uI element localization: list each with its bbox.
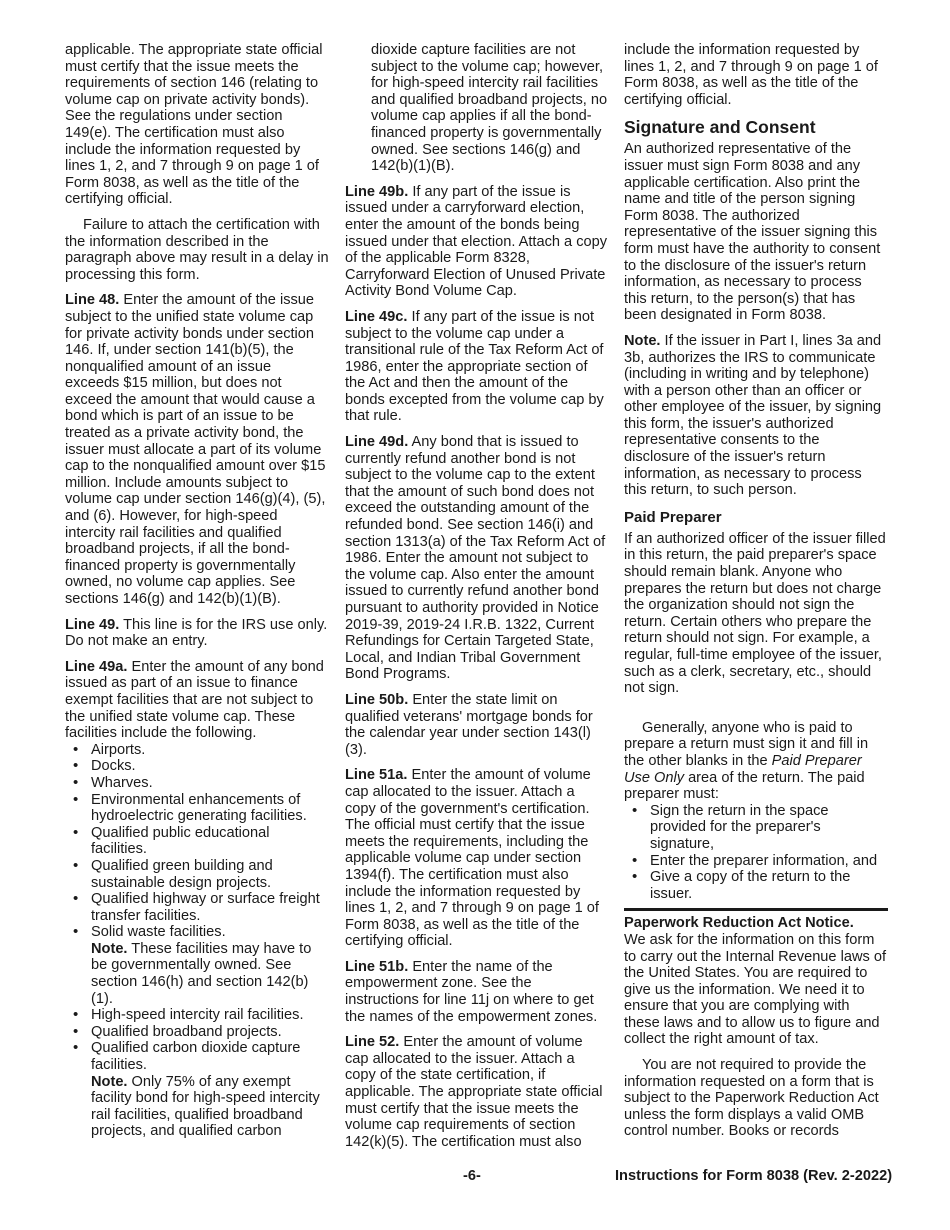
- line-52-label: Line 52.: [345, 1034, 400, 1051]
- line-51a-instruction: [345, 767, 608, 950]
- exempt-facilities-list: [65, 742, 329, 1140]
- note-label: Note.: [91, 1073, 128, 1090]
- generally-text-a: Generally, anyone who is paid to prepare a return must sign it and fill in the other blanks in the: [624, 719, 869, 769]
- spacer: [624, 706, 888, 720]
- line-49d-instruction: [345, 434, 608, 683]
- line-51a-label: Line 51a.: [345, 767, 408, 784]
- note-75-percent: [91, 1074, 329, 1140]
- line-48-label: Line 48.: [65, 292, 120, 309]
- line-51b-label: Line 51b.: [345, 958, 409, 975]
- pra-heading: [624, 915, 888, 932]
- line-50b-text: Enter the state limit on qualified veterans' mortgage bonds for the calendar year under section 143(l)(3).: [345, 691, 593, 758]
- signature-heading: Signature and Consent: [624, 117, 816, 138]
- line-52-text: Enter the amount of volume cap allocated to the issuer. Attach a copy of the state certification, if applicable. The appropriate state official must certify that the issue meets the volume cap requirements of section 142(k)(5). The certification must also: [345, 1034, 603, 1150]
- signature-note: [624, 333, 888, 499]
- list-item: • Qualified public educational facilities.: [65, 825, 329, 858]
- generally-text-b: area of the return. The paid preparer must:: [624, 769, 865, 803]
- line-48-text: Enter the amount of the issue subject to the unified state volume cap for private activity bonds under section 146. If, under section 141(b)(5), the nonqualified amount of an issue exceeds $15 million, but does not exceed the amount that would cause a bond which is part of an issue to be treated as a private activity bond, the issuer must allocate a part of its volume cap to the nonqualified amount over $15 million. Include amounts subject to volume cap under section 146(g)(4), (5), and (6). However, for high-speed intercity rail facilities and qualified broadband projects, if all the bond-financed property is governmentally owned, no volume cap applies. See sections 146(g) and 142(b)(1)(B).: [65, 292, 326, 607]
- line-49-instruction: [65, 617, 329, 650]
- preparer-duties-list: [624, 803, 888, 903]
- list-item-carbon-capture: [65, 1040, 329, 1140]
- line-50b-label: Line 50b.: [345, 691, 409, 708]
- paragraph-failure: Failure to attach the certification with the information described in the paragraph above may result in a delay in processing this form.: [65, 216, 329, 283]
- list-item-text: Qualified carbon dioxide capture facilities.: [91, 1040, 301, 1074]
- line-49-text: This line is for the IRS use only. Do not make an entry.: [65, 616, 328, 650]
- paid-preparer-paragraph: If an authorized officer of the issuer filled in this return, the paid preparer's space should remain blank. Anyone who prepares the return but does not charge the organization should not sign the return. Certain others who prepare the return should not sign. For example, a regular, full-time employee of the issuer, such as a clerk, secretary, etc., should not sign.: [624, 530, 886, 697]
- line-49a-instruction: [65, 659, 329, 742]
- pra-paragraph: We ask for the information on this form to carry out the Internal Revenue laws of the United States. You are required to give us the information. We need it to ensure that you are complying with these laws and to allow us to figure and collect the right amount of tax.: [624, 931, 887, 1048]
- pra-label: Paperwork Reduction Act Notice.: [624, 915, 854, 932]
- line-49d-label: Line 49d.: [345, 434, 409, 451]
- line-48-instruction: [65, 292, 329, 607]
- section-divider: [624, 908, 888, 911]
- list-item: • Wharves.: [65, 775, 329, 792]
- form-reference: Instructions for Form 8038 (Rev. 2-2022): [615, 1168, 893, 1184]
- list-item: • Qualified broadband projects.: [65, 1024, 329, 1041]
- pra-paragraph-2: You are not required to provide the information requested on a form that is subject to the Paperwork Reduction Act unless the form displays a valid OMB control number. Books or records: [624, 1057, 879, 1140]
- list-item: • Docks.: [65, 758, 329, 775]
- line-50b-instruction: [345, 692, 608, 758]
- paragraph-continued: include the information requested by lines 1, 2, and 7 through 9 on page 1 of Form 8038, as well as the title of the certifying official.: [624, 42, 878, 108]
- note-text: These facilities may have to be governmentally owned. See section 146(h) and section 142(b)(1).: [91, 940, 312, 1007]
- note-text: Only 75% of any exempt facility bond for high-speed intercity rail facilities, qualified broadband projects, and qualified carbon: [91, 1073, 320, 1140]
- line-49b-label: Line 49b.: [345, 183, 409, 200]
- line-49c-label: Line 49c.: [345, 308, 408, 325]
- line-49a-label: Line 49a.: [65, 658, 128, 675]
- page-number: -6-: [463, 1168, 481, 1184]
- line-49-label: Line 49.: [65, 616, 120, 633]
- list-item: • Qualified highway or surface freight transfer facilities.: [65, 891, 329, 924]
- signature-paragraph: An authorized representative of the issuer must sign Form 8038 and any applicable certification. Also print the name and title of the person signing Form 8038. The authorized representative of the issuer signing this form must have the authority to consent to the disclosure of the issuer's return information, as necessary to process this return, to the person(s) that has been designated in Form 8038.: [624, 141, 881, 324]
- note-governmentally-owned: [91, 941, 329, 1007]
- list-item: • Airports.: [65, 742, 329, 759]
- paragraph-certification: applicable. The appropriate state official must certify that the issue meets the requirements of section 146 (relating to volume cap on private activity bonds). See the regulations under section 149(e). The certification must also include the information requested by lines 1, 2, and 7 through 9 on page 1 of Form 8038, as well as the title of the certifying official.: [65, 42, 323, 208]
- note-text: If the issuer in Part I, lines 3a and 3b, authorizes the IRS to communicate (including in writing and by telephone) with a person other than an officer or other employee of the issuer, by signing this form, the issuer's authorized representative consents to the disclosure of the issuer's return information, as necessary to process this return, to such person.: [624, 332, 882, 499]
- paid-preparer-use-only: Paid Preparer Use Only: [624, 752, 862, 786]
- paid-preparer-heading: Paid Preparer: [624, 508, 722, 526]
- list-item: • Environmental enhancements of hydroelectric generating facilities.: [65, 792, 329, 825]
- line-49b-instruction: [345, 184, 608, 300]
- line-51a-text: Enter the amount of volume cap allocated to the issuer. Attach a copy of the government's certification. The official must certify that the issue meets the requirements, including the applicable volume cap under section 1394(f). The certification must also include the information requested by lines 1, 2, and 7 through 9 on page 1 of Form 8038, as well as the title of the certifying official.: [345, 767, 599, 950]
- list-item: • Give a copy of the return to the issuer.: [624, 869, 888, 902]
- line-52-instruction: [345, 1034, 608, 1150]
- list-item: • Enter the preparer information, and: [624, 853, 888, 870]
- line-49b-text: If any part of the issue is issued under a carryforward election, enter the amount of the bonds being issued under that election. Attach a copy of the applicable Form 8328, Carryforward Election of Unused Private Activity Bond Volume Cap.: [345, 183, 608, 300]
- list-item: • Qualified green building and sustainable design projects.: [65, 858, 329, 891]
- line-51b-text: Enter the name of the empowerment zone. See the instructions for line 11j on where to get the names of the empowerment zones.: [345, 958, 598, 1025]
- column-3: [624, 42, 888, 1140]
- line-49c-text: If any part of the issue is not subject to the volume cap under a transitional rule of the Tax Reform Act of 1986, enter the appropriate section of the Act and then the amount of the bonds excepted from the volume cap by that rule.: [345, 308, 604, 425]
- list-item: • Sign the return in the space provided for the preparer's signature,: [624, 803, 888, 853]
- generally-paragraph: [624, 720, 888, 803]
- column-2: [345, 42, 608, 1159]
- list-item-solid-waste: [65, 924, 329, 1007]
- list-item-text: Solid waste facilities.: [91, 924, 226, 941]
- note-label: Note.: [91, 940, 128, 957]
- line-49a-text: Enter the amount of any bond issued as part of an issue to finance exempt facilities that are not subject to the unified state volume cap. These facilities include the following.: [65, 658, 324, 742]
- paragraph-continued-note: dioxide capture facilities are not subject to the volume cap; however, for high-speed intercity rail facilities and qualified broadband projects, no volume cap applies if all the bond-financed property is governmentally owned. See sections 146(g) and 142(b)(1)(B).: [371, 42, 608, 175]
- line-51b-instruction: [345, 959, 608, 1025]
- line-49c-instruction: [345, 309, 608, 425]
- list-item: • High-speed intercity rail facilities.: [65, 1007, 329, 1024]
- note-label: Note.: [624, 332, 661, 349]
- column-1: [65, 42, 329, 1140]
- line-49d-text: Any bond that is issued to currently refund another bond is not subject to the volume cap to the extent that the amount of such bond does not exceed the outstanding amount of the refunded bond. See section 146(i) and section 1313(a) of the Tax Reform Act of 1986. Enter the amount not subject to the volume cap. Also enter the amount issued to currently refund another bond pursuant to authority provided in Notice 2019-39, 2019-24 I.R.B. 1322, Current Refundings for Certain Targeted State, Local, and Indian Tribal Government Bond Programs.: [345, 434, 606, 683]
